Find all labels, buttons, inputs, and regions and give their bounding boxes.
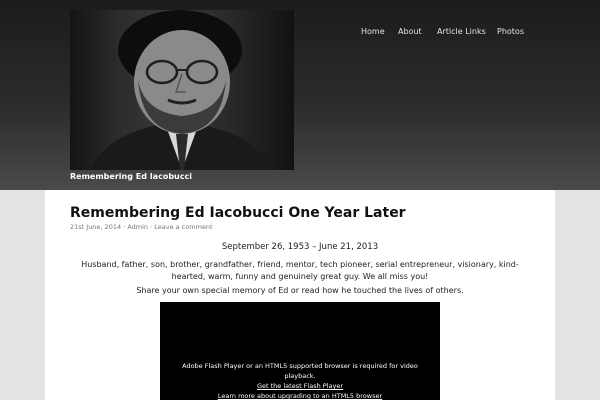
life-dates: September 26, 1953 – June 21, 2013	[221, 242, 379, 252]
nav-item-home[interactable]: Home	[361, 27, 385, 36]
video-fallback-message: Adobe Flash Player or an HTML5 supported browser is required for video playback.	[182, 362, 418, 380]
post-title[interactable]: Remembering Ed Iacobucci One Year Later	[70, 205, 406, 221]
leave-comment-link[interactable]: Leave a comment	[154, 223, 213, 231]
main-nav	[0, 27, 600, 41]
nav-item-about[interactable]: About	[398, 27, 422, 36]
post-date-link[interactable]: 21st June, 2014	[70, 223, 122, 231]
html5-browser-link[interactable]: Learn more about upgrading to an HTML5 browser	[217, 392, 383, 400]
nav-item-article-links[interactable]: Article Links	[437, 27, 486, 36]
share-memory-text: Share your own special memory of Ed or read how he touched the lives of others.	[136, 286, 464, 295]
post-author-link[interactable]: Admin	[127, 223, 149, 231]
site-header	[0, 0, 600, 190]
tribute-description: Husband, father, son, brother, grandfather, friend, mentor, tech pioneer, serial entrepreneur, visionary, kind-hearted, warm, funny and genuinely great guy. We all miss you!	[81, 260, 519, 281]
video-player[interactable]	[160, 302, 440, 400]
meta-separator: ·	[121, 223, 128, 231]
post-meta	[70, 223, 213, 231]
nav-item-photos[interactable]: Photos	[497, 27, 524, 36]
flash-player-link[interactable]: Get the latest Flash Player	[256, 382, 344, 390]
site-title[interactable]: Remembering Ed Iacobucci	[70, 172, 192, 181]
main-content	[45, 190, 555, 400]
meta-separator: ·	[148, 223, 155, 231]
